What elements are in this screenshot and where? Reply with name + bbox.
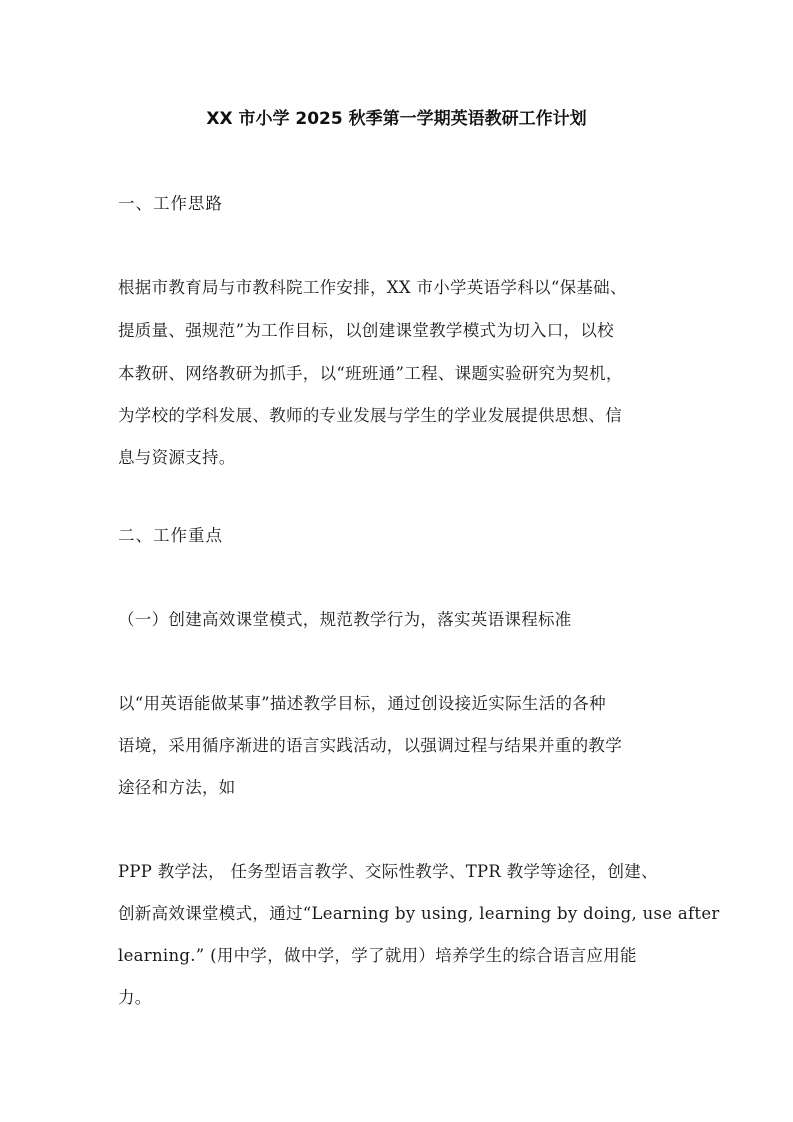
paragraph-line: 途径和方法，如	[118, 778, 236, 797]
paragraph-line: 力。	[118, 988, 152, 1007]
section-heading-2: 二、工作重点	[118, 526, 223, 545]
paragraph-line: 创新高效课堂模式，通过“Learning by using, learning by doing, use after	[118, 904, 720, 923]
section-heading-1: 一、工作思路	[118, 194, 223, 213]
paragraph-line: 提质量、强规范”为工作目标，以创建课堂教学模式为切入口，以校	[118, 321, 614, 340]
paragraph-line: PPP 教学法， 任务型语言教学、交际性教学、TPR 教学等途径，创建、	[118, 862, 658, 881]
paragraph-line: learning.” (用中学，做中学，学了就用）培养学生的综合语言应用能	[118, 946, 637, 965]
paragraph-line: 以“用英语能做某事”描述教学目标，通过创设接近实际生活的各种	[118, 694, 606, 713]
subsection-heading-1: （一）创建高效课堂模式，规范教学行为，落实英语课程标准	[118, 610, 572, 629]
paragraph-line: 本教研、网络教研为抓手，以“班班通”工程、课题实验研究为契机，	[118, 364, 623, 383]
paragraph-line: 语境，采用循序渐进的语言实践活动，以强调过程与结果并重的教学	[118, 736, 622, 755]
paragraph-line: 为学校的学科发展、教师的专业发展与学生的学业发展提供思想、信	[118, 406, 622, 425]
document-title: XX 市小学 2025 秋季第一学期英语教研工作计划	[206, 109, 587, 129]
paragraph-line: 根据市教育局与市教科院工作安排，XX 市小学英语学科以“保基础、	[118, 278, 627, 297]
paragraph-line: 息与资源支持。	[118, 448, 236, 467]
